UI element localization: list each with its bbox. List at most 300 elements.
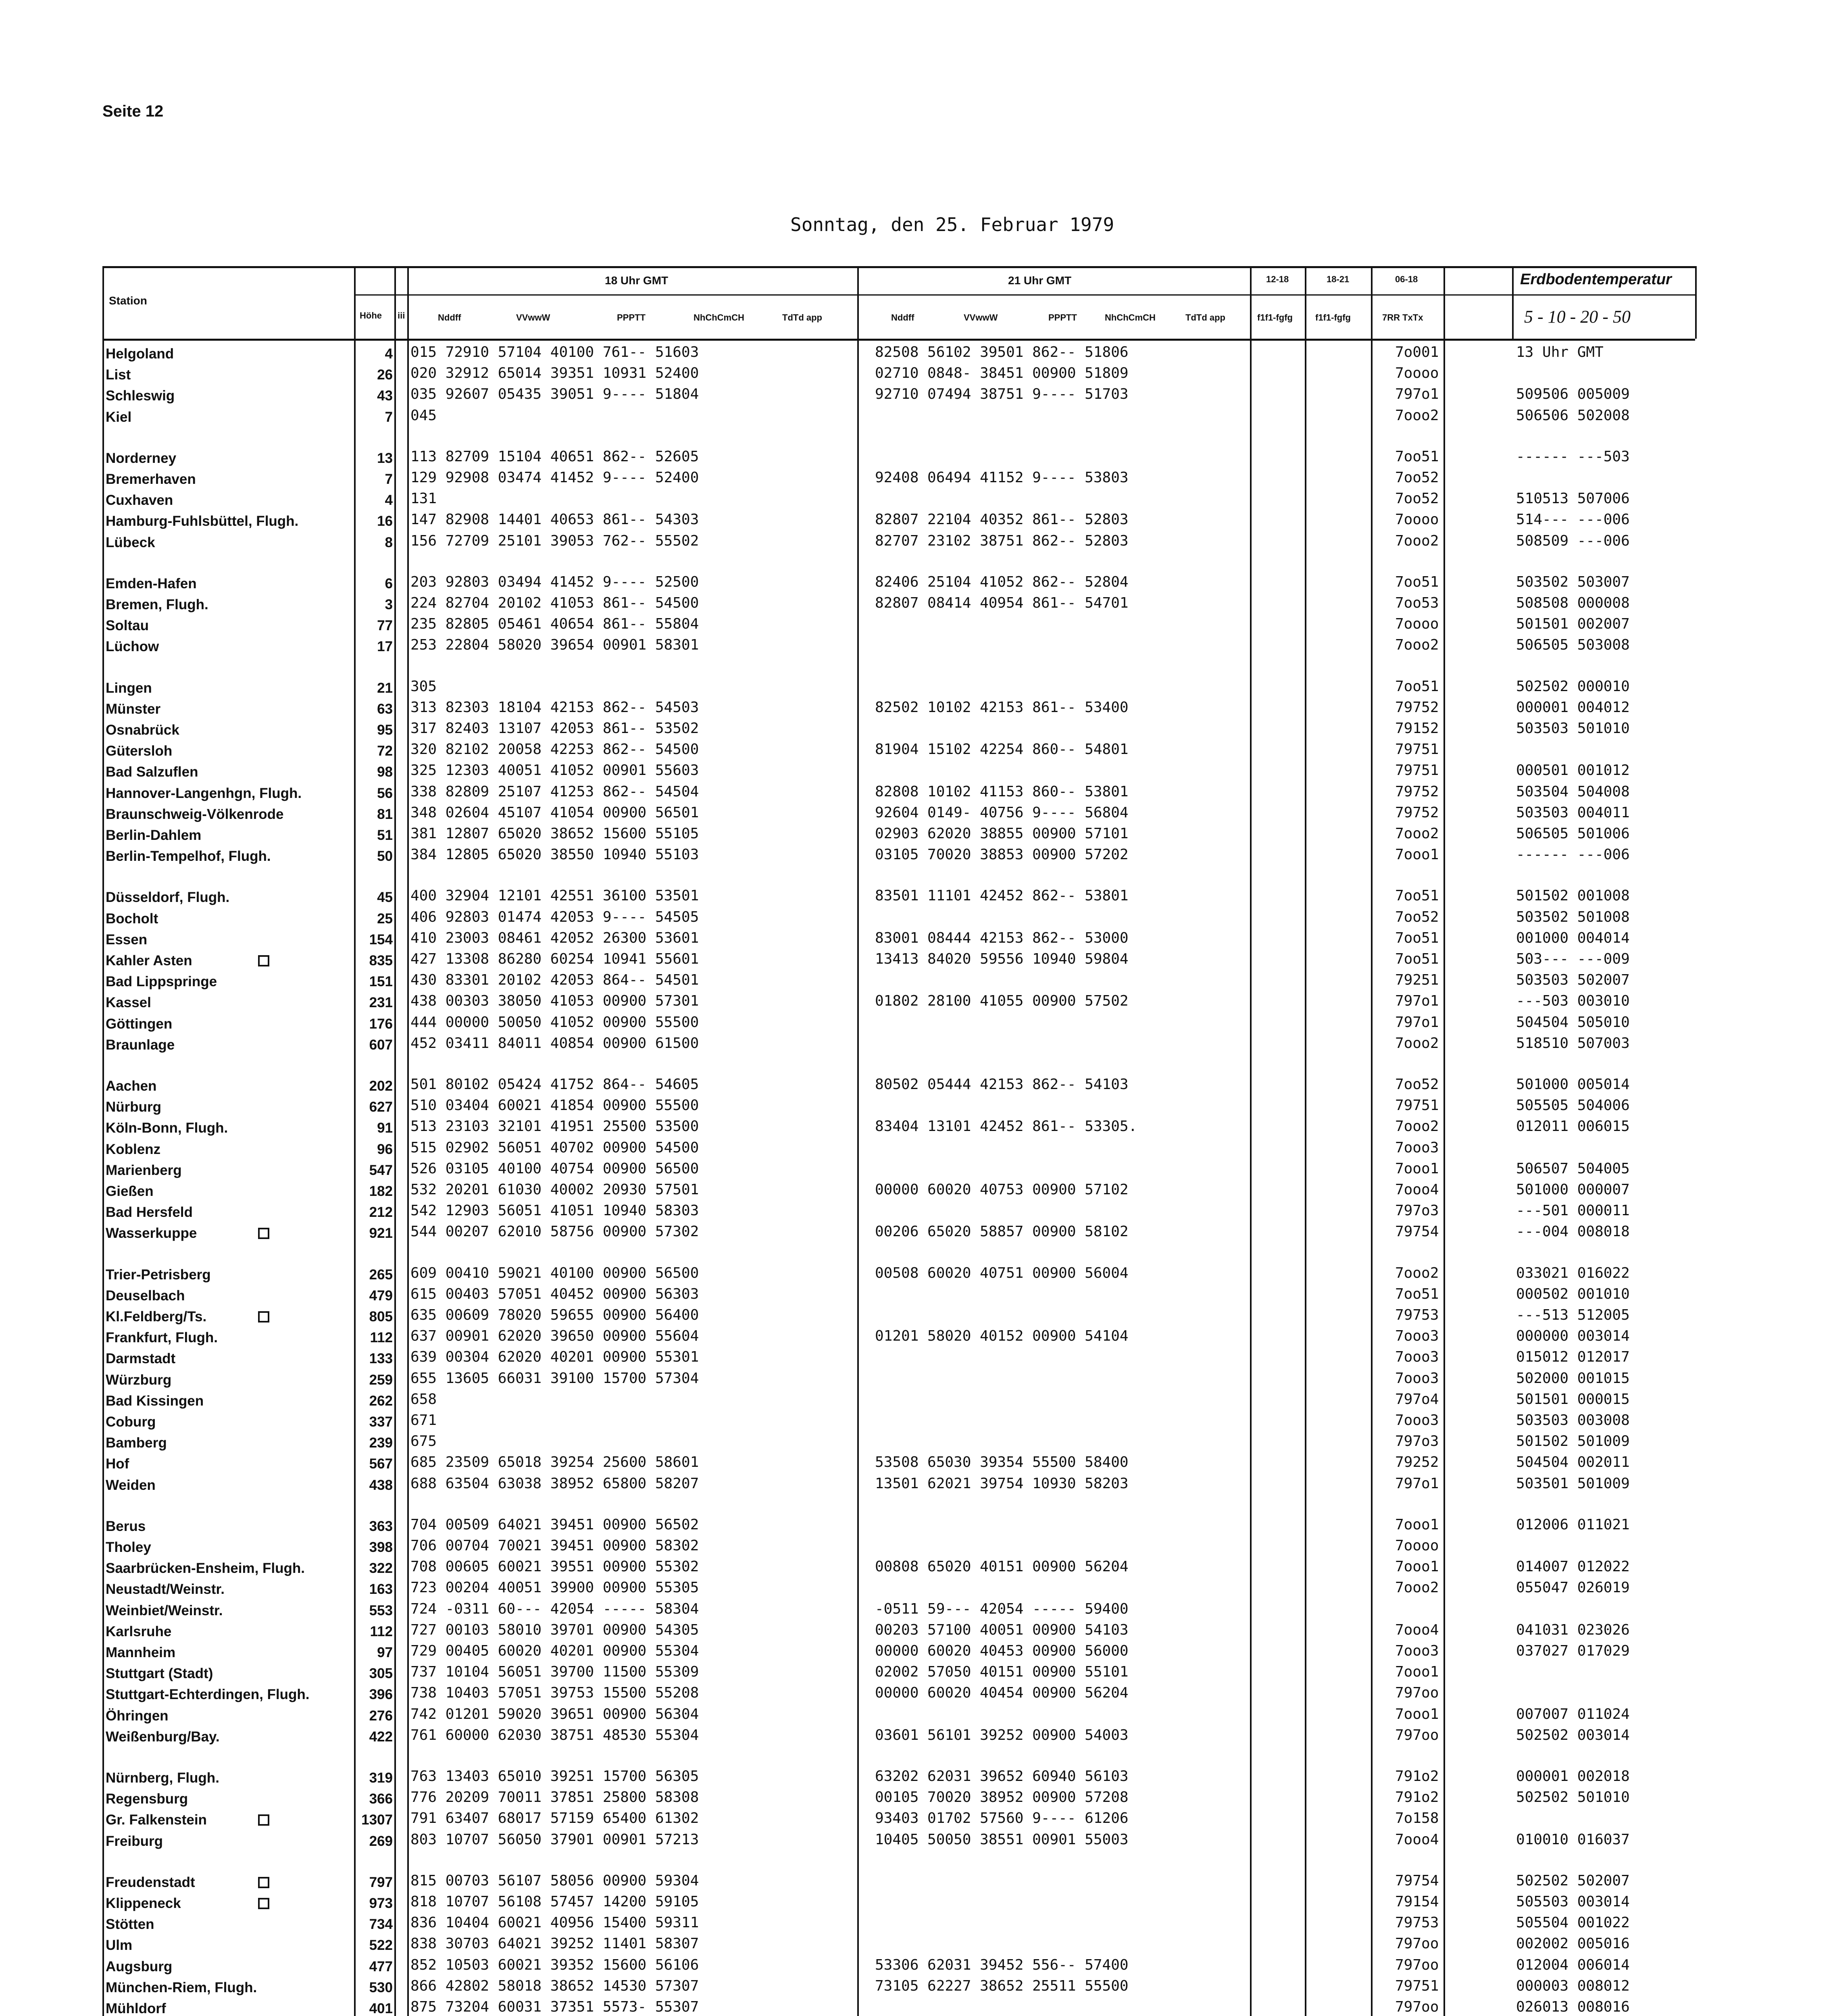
obs-18-uhr: 544 00207 62010 58756 00900 57302 <box>410 1223 699 1240</box>
station-altitude: 112 <box>370 1330 393 1345</box>
obs-21-uhr: 02710 0848- 38451 00900 51809 <box>875 365 1129 381</box>
obs-18-uhr: 675 <box>410 1433 437 1450</box>
obs-06-18: 797oo <box>1395 1999 1439 2015</box>
obs-06-18: 797o3 <box>1395 1433 1439 1450</box>
obs-06-18: 797o3 <box>1395 1202 1439 1219</box>
station-name: Tholey <box>106 1539 151 1555</box>
obs-06-18: 7oo51 <box>1395 1286 1439 1302</box>
obs-06-18: 791o2 <box>1395 1768 1439 1785</box>
obs-21-uhr: 00203 57100 40051 00900 54103 <box>875 1622 1129 1638</box>
obs-06-18: 7ooo2 <box>1395 1035 1439 1052</box>
station-altitude: 553 <box>369 1603 393 1618</box>
soil-temperature: 502502 003014 <box>1516 1727 1630 1743</box>
obs-06-18: 7ooo1 <box>1395 1664 1439 1680</box>
obs-18-uhr: 020 32912 65014 39351 10931 52400 <box>410 365 699 381</box>
obs-21-uhr: 10405 50050 38551 00901 55003 <box>875 1831 1129 1848</box>
soil-temperature: 510513 507006 <box>1516 490 1630 507</box>
obs-18-uhr: 400 32904 12101 42551 36100 53501 <box>410 887 699 904</box>
station-name: Bad Kissingen <box>106 1393 204 1409</box>
station-name: Stötten <box>106 1916 154 1932</box>
obs-06-18: 7ooo1 <box>1395 1160 1439 1177</box>
obs-06-18: 7oo51 <box>1395 448 1439 465</box>
open-square-marker <box>258 1898 269 1909</box>
station-altitude: 97 <box>377 1645 393 1660</box>
station-name: Münster <box>106 701 161 717</box>
soil-temperature: 506507 504005 <box>1516 1160 1630 1177</box>
station-name: Neustadt/Weinstr. <box>106 1581 225 1597</box>
soil-temperature: 026013 008016 <box>1516 1999 1630 2015</box>
station-name: Düsseldorf, Flugh. <box>106 889 230 905</box>
obs-06-18: 7ooo4 <box>1395 1622 1439 1638</box>
station-name: Stuttgart (Stadt) <box>106 1666 213 1681</box>
obs-06-18: 7ooo2 <box>1395 637 1439 653</box>
station-altitude: 522 <box>369 1937 393 1953</box>
obs-18-uhr: 406 92803 01474 42053 9---- 54505 <box>410 909 699 925</box>
soil-temperature: 001000 004014 <box>1516 930 1630 946</box>
station-name: Freudenstadt <box>106 1874 195 1890</box>
sub18-clouds: NhChCmCH <box>694 312 744 323</box>
obs-06-18: 7oo52 <box>1395 490 1439 507</box>
station-altitude: 259 <box>369 1372 393 1388</box>
open-square-marker <box>258 1814 269 1826</box>
obs-06-18: 79751 <box>1395 762 1439 779</box>
obs-18-uhr: 203 92803 03494 41452 9---- 52500 <box>410 574 699 590</box>
station-altitude: 319 <box>369 1770 393 1786</box>
soil-temperature: 012006 011021 <box>1516 1516 1630 1533</box>
obs-18-uhr: 320 82102 20058 42253 862-- 54500 <box>410 741 699 758</box>
station-name: Norderney <box>106 450 177 466</box>
station-altitude: 477 <box>369 1959 393 1974</box>
soil-temperature: 000001 004012 <box>1516 699 1630 716</box>
sub-r-12-18: f1f1-fgfg <box>1257 312 1293 323</box>
soil-temperature: 012004 006014 <box>1516 1957 1630 1973</box>
station-altitude: 835 <box>369 953 393 968</box>
obs-21-uhr: 53306 62031 39452 556-- 57400 <box>875 1957 1129 1973</box>
soil-temperature: 502502 501010 <box>1516 1789 1630 1806</box>
obs-21-uhr: 92408 06494 41152 9---- 53803 <box>875 469 1129 486</box>
obs-06-18: 7ooo2 <box>1395 1118 1439 1135</box>
soil-temperature: 015012 012017 <box>1516 1349 1630 1365</box>
station-altitude: 269 <box>369 1833 393 1849</box>
obs-18-uhr: 803 10707 56050 37901 00901 57213 <box>410 1831 699 1848</box>
obs-18-uhr: 313 82303 18104 42153 862-- 54503 <box>410 699 699 716</box>
obs-06-18: 797oo <box>1395 1727 1439 1743</box>
obs-06-18: 7oo51 <box>1395 951 1439 967</box>
station-name: Braunlage <box>106 1037 175 1053</box>
soil-temperature: 007007 011024 <box>1516 1706 1630 1722</box>
station-altitude: 401 <box>369 2001 393 2016</box>
station-name: Nürnberg, Flugh. <box>106 1770 219 1786</box>
obs-18-uhr: 706 00704 70021 39451 00900 58302 <box>410 1537 699 1554</box>
obs-18-uhr: 724 -0311 60--- 42054 ----- 58304 <box>410 1601 699 1617</box>
obs-06-18: 797o1 <box>1395 993 1439 1009</box>
station-name: Bremerhaven <box>106 471 196 487</box>
obs-21-uhr: 63202 62031 39652 60940 56103 <box>875 1768 1129 1785</box>
soil-temperature: 503504 504008 <box>1516 783 1630 800</box>
obs-18-uhr: 742 01201 59020 39651 00900 56304 <box>410 1706 699 1722</box>
obs-21-uhr: 82707 23102 38751 862-- 52803 <box>875 533 1129 549</box>
header-depths: 5 - 10 - 20 - 50 <box>1524 307 1631 327</box>
station-altitude: 154 <box>369 932 393 948</box>
station-altitude: 163 <box>369 1581 393 1597</box>
station-altitude: 96 <box>377 1141 393 1157</box>
obs-06-18: 79751 <box>1395 1978 1439 1994</box>
soil-temperature: 503--- ---009 <box>1516 951 1630 967</box>
station-name: Mannheim <box>106 1645 176 1660</box>
obs-06-18: 797oo <box>1395 1935 1439 1952</box>
soil-temperature: 506506 502008 <box>1516 407 1630 424</box>
soil-temperature: ---503 003010 <box>1516 993 1630 1009</box>
station-name: Cuxhaven <box>106 492 173 508</box>
station-name: Hamburg-Fuhlsbüttel, Flugh. <box>106 513 299 529</box>
station-name: Köln-Bonn, Flugh. <box>106 1120 228 1136</box>
station-name: Kassel <box>106 995 151 1010</box>
soil-temperature: 033021 016022 <box>1516 1265 1630 1281</box>
station-name: Darmstadt <box>106 1351 176 1366</box>
obs-06-18: 7ooo1 <box>1395 1706 1439 1722</box>
obs-21-uhr: 53508 65030 39354 55500 58400 <box>875 1454 1129 1470</box>
station-name: Aachen <box>106 1078 157 1094</box>
header-18-uhr: 18 Uhr GMT <box>605 274 669 287</box>
obs-18-uhr: 866 42802 58018 38652 14530 57307 <box>410 1978 699 1994</box>
obs-06-18: 7ooo2 <box>1395 533 1439 549</box>
obs-06-18: 7ooo3 <box>1395 1328 1439 1344</box>
obs-06-18: 797oo <box>1395 1685 1439 1701</box>
obs-21-uhr: 02903 62020 38855 00900 57101 <box>875 825 1129 842</box>
soil-temperature: 501501 000015 <box>1516 1391 1630 1408</box>
obs-21-uhr: 93403 01702 57560 9---- 61206 <box>875 1810 1129 1826</box>
station-altitude: 51 <box>377 827 393 843</box>
obs-18-uhr: 015 72910 57104 40100 761-- 51603 <box>410 344 699 360</box>
soil-temperature: 501000 000007 <box>1516 1181 1630 1198</box>
obs-18-uhr: 253 22804 58020 39654 00901 58301 <box>410 637 699 653</box>
station-name: Helgoland <box>106 346 174 362</box>
obs-06-18: 79251 <box>1395 972 1439 988</box>
obs-21-uhr: 82406 25104 41052 862-- 52804 <box>875 574 1129 590</box>
station-altitude: 151 <box>369 974 393 989</box>
station-name: Weiden <box>106 1477 156 1493</box>
soil-temperature: ------ ---503 <box>1516 448 1630 465</box>
obs-06-18: 79252 <box>1395 1454 1439 1470</box>
obs-18-uhr: 738 10403 57051 39753 15500 55208 <box>410 1685 699 1701</box>
soil-temperature: 502502 000010 <box>1516 678 1630 695</box>
station-altitude: 81 <box>377 806 393 822</box>
obs-18-uhr: 729 00405 60020 40201 00900 55304 <box>410 1643 699 1659</box>
station-altitude: 567 <box>369 1456 393 1472</box>
obs-21-uhr: 02002 57050 40151 00900 55101 <box>875 1664 1129 1680</box>
station-name: Braunschweig-Völkenrode <box>106 806 284 822</box>
obs-21-uhr: 81904 15102 42254 860-- 54801 <box>875 741 1129 758</box>
station-name: Hannover-Langenhgn, Flugh. <box>106 785 302 801</box>
obs-06-18: 79752 <box>1395 699 1439 716</box>
obs-18-uhr: 338 82809 25107 41253 862-- 54504 <box>410 783 699 800</box>
sub18-nddff: Nddff <box>438 312 461 323</box>
station-altitude: 627 <box>369 1099 393 1115</box>
station-name: Freiburg <box>106 1833 163 1849</box>
station-altitude: 6 <box>385 576 393 591</box>
soil-temperature: 504504 505010 <box>1516 1014 1630 1031</box>
obs-18-uhr: 526 03105 40100 40754 00900 56500 <box>410 1160 699 1177</box>
soil-temperature: 508509 ---006 <box>1516 533 1630 549</box>
station-name: Kiel <box>106 409 132 425</box>
soil-temperature: 503503 004011 <box>1516 804 1630 821</box>
sub21-vvwww: VVwwW <box>964 312 998 323</box>
station-name: Weinbiet/Weinstr. <box>106 1603 223 1618</box>
obs-18-uhr: 317 82403 13107 42053 861-- 53502 <box>410 720 699 737</box>
soil-temperature: 037027 017029 <box>1516 1643 1630 1659</box>
obs-18-uhr: 427 13308 86280 60254 10941 55601 <box>410 951 699 967</box>
obs-21-uhr: 00000 60020 40453 00900 56000 <box>875 1643 1129 1659</box>
station-name: Soltau <box>106 618 149 633</box>
soil-temperature: 000000 003014 <box>1516 1328 1630 1344</box>
station-altitude: 322 <box>369 1560 393 1576</box>
soil-temperature: ---501 000011 <box>1516 1202 1630 1219</box>
station-altitude: 63 <box>377 701 393 717</box>
station-name: Kahler Asten <box>106 953 192 968</box>
soil-temperature: 000003 008012 <box>1516 1978 1630 1994</box>
obs-21-uhr: 00000 60020 40454 00900 56204 <box>875 1685 1129 1701</box>
station-name: Gütersloh <box>106 743 173 759</box>
station-altitude: 4 <box>385 492 393 508</box>
station-name: Lüchow <box>106 639 159 654</box>
station-altitude: 182 <box>369 1183 393 1199</box>
obs-06-18: 7ooo2 <box>1395 1579 1439 1596</box>
obs-18-uhr: 658 <box>410 1391 437 1408</box>
station-altitude: 366 <box>369 1791 393 1807</box>
obs-06-18: 7oooo <box>1395 616 1439 632</box>
station-altitude: 276 <box>369 1708 393 1724</box>
station-altitude: 17 <box>377 639 393 654</box>
obs-21-uhr: 83001 08444 42153 862-- 53000 <box>875 930 1129 946</box>
obs-18-uhr: 761 60000 62030 38751 48530 55304 <box>410 1727 699 1743</box>
obs-06-18: 7ooo1 <box>1395 846 1439 863</box>
station-altitude: 112 <box>370 1624 393 1639</box>
obs-21-uhr: 00105 70020 38952 00900 57208 <box>875 1789 1129 1806</box>
station-altitude: 305 <box>369 1666 393 1681</box>
obs-18-uhr: 791 63407 68017 57159 65400 61302 <box>410 1810 699 1826</box>
obs-21-uhr: -0511 59--- 42054 ----- 59400 <box>875 1601 1129 1617</box>
station-name: Bad Lippspringe <box>106 974 217 989</box>
obs-06-18: 7oo51 <box>1395 887 1439 904</box>
obs-06-18: 79751 <box>1395 741 1439 758</box>
obs-18-uhr: 444 00000 50050 41052 00900 55500 <box>410 1014 699 1031</box>
obs-06-18: 7ooo3 <box>1395 1370 1439 1387</box>
station-altitude: 91 <box>377 1120 393 1136</box>
station-name: List <box>106 367 131 383</box>
station-altitude: 398 <box>369 1539 393 1555</box>
header-erdboden: Erdbodentemperatur <box>1520 271 1672 288</box>
soil-temperature: ---513 512005 <box>1516 1307 1630 1323</box>
soil-temperature: 503503 003008 <box>1516 1412 1630 1429</box>
header-12-18: 12-18 <box>1266 274 1289 284</box>
obs-21-uhr: 82508 56102 39501 862-- 51806 <box>875 344 1129 360</box>
obs-18-uhr: 818 10707 56108 57457 14200 59105 <box>410 1893 699 1910</box>
obs-06-18: 7oooo <box>1395 1537 1439 1554</box>
obs-06-18: 7oo52 <box>1395 1076 1439 1093</box>
station-name: Nürburg <box>106 1099 162 1115</box>
station-altitude: 363 <box>369 1518 393 1534</box>
soil-temperature: 014007 012022 <box>1516 1558 1630 1575</box>
station-name: Osnabrück <box>106 722 179 738</box>
station-altitude: 50 <box>377 848 393 864</box>
obs-18-uhr: 635 00609 78020 59655 00900 56400 <box>410 1307 699 1323</box>
station-name: Essen <box>106 932 148 948</box>
station-altitude: 176 <box>369 1016 393 1032</box>
soil-temperature: 506505 501006 <box>1516 825 1630 842</box>
station-altitude: 438 <box>369 1477 393 1493</box>
station-altitude: 7 <box>385 409 393 425</box>
station-name: Koblenz <box>106 1141 161 1157</box>
obs-06-18: 79753 <box>1395 1307 1439 1323</box>
station-altitude: 530 <box>369 1980 393 1995</box>
obs-18-uhr: 045 <box>410 407 437 424</box>
obs-21-uhr: 00508 60020 40751 00900 56004 <box>875 1265 1129 1281</box>
station-name: Würzburg <box>106 1372 172 1388</box>
obs-06-18: 79154 <box>1395 1893 1439 1910</box>
obs-18-uhr: 727 00103 58010 39701 00900 54305 <box>410 1622 699 1638</box>
station-altitude: 231 <box>369 995 393 1010</box>
soil-temperature: 503501 501009 <box>1516 1475 1630 1492</box>
obs-21-uhr: 13501 62021 39754 10930 58203 <box>875 1475 1129 1492</box>
station-altitude: 265 <box>369 1267 393 1283</box>
station-altitude: 7 <box>385 471 393 487</box>
obs-18-uhr: 410 23003 08461 42052 26300 53601 <box>410 930 699 946</box>
station-name: Saarbrücken-Ensheim, Flugh. <box>106 1560 305 1576</box>
soil-temperature: 502000 001015 <box>1516 1370 1630 1387</box>
station-altitude: 4 <box>385 346 393 362</box>
sub-r-18-21: f1f1-fgfg <box>1315 312 1351 323</box>
station-name: Bremen, Flugh. <box>106 597 208 612</box>
station-altitude: 45 <box>377 889 393 905</box>
obs-18-uhr: 113 82709 15104 40651 862-- 52605 <box>410 448 699 465</box>
soil-temperature: 505504 001022 <box>1516 1914 1630 1931</box>
obs-18-uhr: 156 72709 25101 39053 762-- 55502 <box>410 533 699 549</box>
obs-18-uhr: 430 83301 20102 42053 864-- 54501 <box>410 972 699 988</box>
soil-temperature: 501501 002007 <box>1516 616 1630 632</box>
soil-temperature: 503503 502007 <box>1516 972 1630 988</box>
soil-temperature: 055047 026019 <box>1516 1579 1630 1596</box>
sub18-vvwww: VVwwW <box>516 312 550 323</box>
station-name: Augsburg <box>106 1959 173 1974</box>
soil-temperature: 000501 001012 <box>1516 762 1630 779</box>
station-altitude: 56 <box>377 785 393 801</box>
station-name: Wasserkuppe <box>106 1225 197 1241</box>
station-altitude: 921 <box>369 1225 393 1241</box>
station-name: Frankfurt, Flugh. <box>106 1330 218 1345</box>
station-altitude: 262 <box>369 1393 393 1409</box>
station-name: Ulm <box>106 1937 133 1953</box>
station-name: Mühldorf <box>106 2001 166 2016</box>
obs-21-uhr: 82502 10102 42153 861-- 53400 <box>875 699 1129 716</box>
soil-temperature: 503503 501010 <box>1516 720 1630 737</box>
obs-18-uhr: 776 20209 70011 37851 25800 58308 <box>410 1789 699 1806</box>
obs-18-uhr: 655 13605 66031 39100 15700 57304 <box>410 1370 699 1387</box>
obs-18-uhr: 532 20201 61030 40002 20930 57501 <box>410 1181 699 1198</box>
station-name: Weißenburg/Bay. <box>106 1729 220 1745</box>
obs-06-18: 7ooo2 <box>1395 1265 1439 1281</box>
obs-06-18: 797o1 <box>1395 1014 1439 1031</box>
soil-temperature: ---004 008018 <box>1516 1223 1630 1240</box>
station-altitude: 734 <box>369 1916 393 1932</box>
soil-temperature: 000001 002018 <box>1516 1768 1630 1785</box>
station-altitude: 396 <box>369 1687 393 1702</box>
station-altitude: 547 <box>369 1162 393 1178</box>
soil-temperature: 503502 501008 <box>1516 909 1630 925</box>
station-name: Bad Hersfeld <box>106 1204 193 1220</box>
station-name: Kl.Feldberg/Ts. <box>106 1309 207 1325</box>
obs-21-uhr: 00000 60020 40753 00900 57102 <box>875 1181 1129 1198</box>
station-name: Berus <box>106 1518 146 1534</box>
obs-06-18: 7oo51 <box>1395 678 1439 695</box>
obs-06-18: 7ooo1 <box>1395 1558 1439 1575</box>
station-name: Trier-Petrisberg <box>106 1267 211 1283</box>
soil-temperature: 501000 005014 <box>1516 1076 1630 1093</box>
station-name: Marienberg <box>106 1162 182 1178</box>
obs-21-uhr: 03601 56101 39252 00900 54003 <box>875 1727 1129 1743</box>
obs-18-uhr: 685 23509 65018 39254 25600 58601 <box>410 1454 699 1470</box>
obs-21-uhr: 00206 65020 58857 00900 58102 <box>875 1223 1129 1240</box>
station-altitude: 337 <box>369 1414 393 1430</box>
obs-06-18: 7o001 <box>1395 344 1439 360</box>
header-06-18: 06-18 <box>1395 274 1418 284</box>
soil-temperature: 002002 005016 <box>1516 1935 1630 1952</box>
obs-06-18: 7oo52 <box>1395 469 1439 486</box>
sub21-ppptt: PPPTT <box>1048 312 1077 323</box>
station-name: Karlsruhe <box>106 1624 172 1639</box>
obs-21-uhr: 82808 10102 41153 860-- 53801 <box>875 783 1129 800</box>
station-name: Bamberg <box>106 1435 167 1451</box>
obs-18-uhr: 515 02902 56051 40702 00900 54500 <box>410 1139 699 1156</box>
obs-21-uhr: 83404 13101 42452 861-- 53305. <box>875 1118 1137 1135</box>
obs-21-uhr: 01802 28100 41055 00900 57502 <box>875 993 1129 1009</box>
obs-06-18: 7o158 <box>1395 1810 1439 1826</box>
obs-06-18: 7oo51 <box>1395 930 1439 946</box>
obs-06-18: 7oo52 <box>1395 909 1439 925</box>
obs-06-18: 79754 <box>1395 1872 1439 1889</box>
obs-18-uhr: 615 00403 57051 40452 00900 56303 <box>410 1286 699 1302</box>
sub21-tdtd: TdTd app <box>1185 312 1225 323</box>
obs-06-18: 79752 <box>1395 783 1439 800</box>
soil-temperature: ------ ---006 <box>1516 846 1630 863</box>
obs-06-18: 7ooo1 <box>1395 1516 1439 1533</box>
obs-21-uhr: 00808 65020 40151 00900 56204 <box>875 1558 1129 1575</box>
page-label: Seite 12 <box>102 102 164 120</box>
obs-18-uhr: 815 00703 56107 58056 00900 59304 <box>410 1872 699 1889</box>
obs-06-18: 7ooo3 <box>1395 1643 1439 1659</box>
station-name: Berlin-Tempelhof, Flugh. <box>106 848 271 864</box>
open-square-marker <box>258 955 269 966</box>
soil-temperature: 502502 502007 <box>1516 1872 1630 1889</box>
soil-temperature: 505505 504006 <box>1516 1097 1630 1114</box>
obs-18-uhr: 384 12805 65020 38550 10940 55103 <box>410 846 699 863</box>
station-altitude: 422 <box>369 1729 393 1745</box>
obs-06-18: 79754 <box>1395 1223 1439 1240</box>
soil-temperature: 514--- ---006 <box>1516 511 1630 528</box>
date-line: Sonntag, den 25. Februar 1979 <box>790 214 1114 235</box>
station-name: Coburg <box>106 1414 156 1430</box>
station-name: Lübeck <box>106 535 155 550</box>
obs-06-18: 7ooo4 <box>1395 1181 1439 1198</box>
obs-21-uhr: 92604 0149- 40756 9---- 56804 <box>875 804 1129 821</box>
station-altitude: 43 <box>377 388 393 404</box>
sub21-nddff: Nddff <box>891 312 914 323</box>
obs-18-uhr: 348 02604 45107 41054 00900 56501 <box>410 804 699 821</box>
obs-06-18: 791o2 <box>1395 1789 1439 1806</box>
obs-21-uhr: 82807 08414 40954 861-- 54701 <box>875 595 1129 611</box>
station-name: Emden-Hafen <box>106 576 197 591</box>
obs-18-uhr: 438 00303 38050 41053 00900 57301 <box>410 993 699 1009</box>
soil-temperature: 518510 507003 <box>1516 1035 1630 1052</box>
